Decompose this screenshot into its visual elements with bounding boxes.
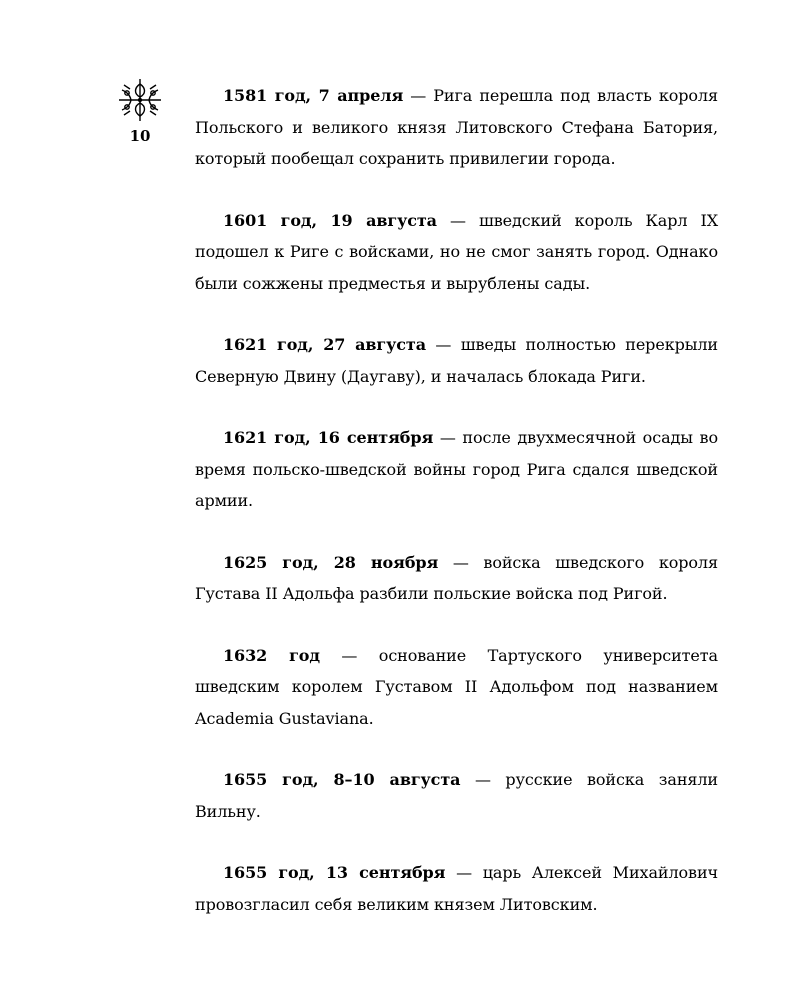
page-number: 10 [129,127,151,145]
decorative-cross-ornament-icon [118,78,162,122]
entry-text: — русские войска заняли Вильну. [195,770,719,821]
entry-date: 1621 год, 27 августа [223,335,427,354]
chronology-entry [195,80,718,175]
chronology-entry [195,205,718,300]
entry-text: — царь Алексей Михайлович провозгласил себя великим князем Литовским. [195,863,718,914]
entry-text: — шведы полностью перекрыли Северную Двину (Даугаву), и началась блокада Риги. [195,335,718,386]
chronology-entry [195,422,718,517]
chronology-entry [195,857,718,920]
chronology-entry [195,329,718,392]
entry-date: 1655 год, 13 сентября [223,863,446,882]
entry-text: — войска шведского короля Густава II Адольфа разбили польские войска под Ригой. [195,552,718,603]
entry-text: — Рига перешла под власть короля Польского и великого князя Литовского Стефана Батория, который пообещал сохранить привилегии города. [195,86,718,168]
entry-date: 1621 год, 16 сентября [223,428,434,447]
entry-date: 1625 год, 28 ноября [223,552,439,572]
chronology-entry [195,640,718,735]
entry-date: 1601 год, 19 августа [223,210,437,230]
entry-date: 1581 год, 7 апреля [223,86,404,105]
chronology-entry [195,547,718,610]
entry-date: 1655 год, 8–10 августа [223,770,461,789]
entry-text: — шведский король Карл IX подошел к Риге с войсками, но не смог занять город. Однако были сожжены предместья и вырублены сады. [195,210,718,293]
chronology-entry [195,764,718,827]
entry-text: — основание Тартуского университета шведским королем Густавом II Адольфом под названием Academia Gustaviana. [195,645,718,728]
chronology-list [195,80,718,950]
entry-date: 1632 год [223,645,320,665]
entry-text: — после двухмесячной осады во время польско-шведской войны город Рига сдался шведской армии. [195,428,718,510]
